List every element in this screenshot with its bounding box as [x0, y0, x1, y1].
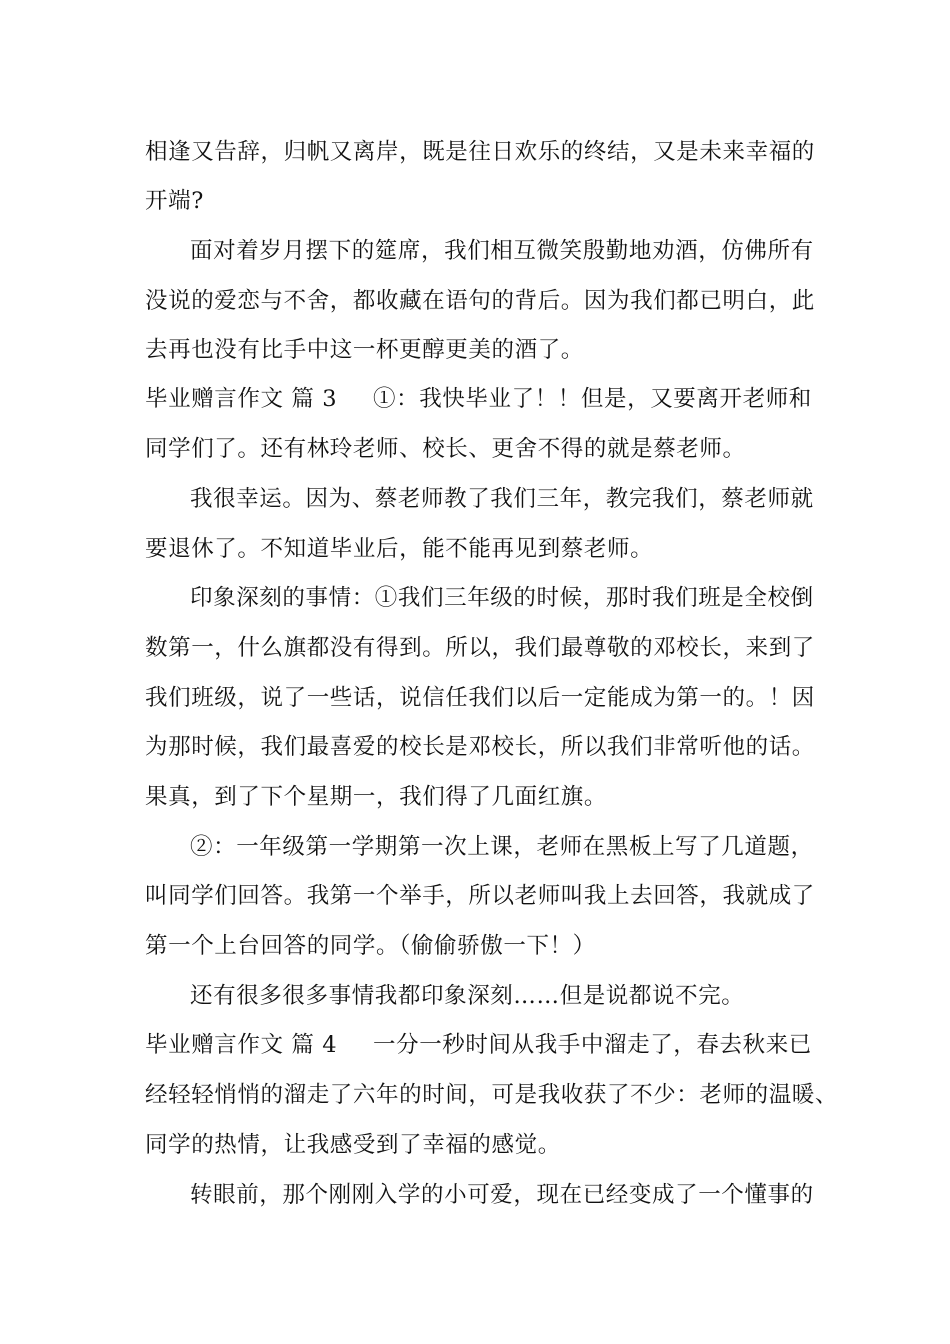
- paragraph-first-line: 转眼前，那个刚刚入学的小可爱，现在已经变成了一个懂事的: [190, 1182, 814, 1208]
- body-line: 果真，到了下个星期一，我们得了几面红旗。: [145, 784, 608, 810]
- body-line: 同学的热情，让我感受到了幸福的感觉。: [145, 1132, 561, 1158]
- paragraph-first-line: 印象深刻的事情：①我们三年级的时候，那时我们班是全校倒: [190, 585, 814, 611]
- body-line: 数第一，什么旗都没有得到。所以，我们最尊敬的邓校长，来到了: [145, 635, 815, 661]
- body-line: 第一个上台回答的同学。（偷偷骄傲一下！）: [145, 933, 596, 959]
- body-line: 叫同学们回答。我第一个举手，所以老师叫我上去回答，我就成了: [145, 883, 815, 909]
- paragraph-first-line: 面对着岁月摆下的筵席，我们相互微笑殷勤地劝酒，仿佛所有: [190, 238, 814, 264]
- section-heading-4: [145, 1030, 845, 1060]
- body-line: 去再也没有比手中这一杯更醇更美的酒了。: [145, 337, 584, 363]
- body-line: 同学们了。还有林玲老师、校长、更舍不得的就是蔡老师。: [145, 436, 746, 462]
- section-heading-3: [145, 384, 845, 414]
- body-line: 相逢又告辞，归帆又离岸，既是往日欢乐的终结，又是未来幸福的: [145, 139, 815, 165]
- body-line: 要退休了。不知道毕业后，能不能再见到蔡老师。: [145, 536, 654, 562]
- section-title: 毕业赠言作文 篇 4: [145, 1032, 338, 1058]
- section-text: 一分一秒时间从我手中溜走了，春去秋来已: [373, 1032, 812, 1058]
- paragraph-first-line: ②：一年级第一学期第一次上课，老师在黑板上写了几道题，: [190, 834, 814, 860]
- body-line: 没说的爱恋与不舍，都收藏在语句的背后。因为我们都已明白，此: [145, 288, 815, 314]
- body-line: 我们班级，说了一些话，说信任我们以后一定能成为第一的。！因: [145, 685, 815, 711]
- section-text: ①：我快毕业了！！但是，又要离开老师和: [373, 386, 812, 412]
- section-title: 毕业赠言作文 篇 3: [145, 386, 338, 412]
- paragraph-first-line: 还有很多很多事情我都印象深刻……但是说都说不完。: [190, 983, 745, 1009]
- body-line: 开端?: [145, 188, 204, 214]
- body-line: 经轻轻悄悄的溜走了六年的时间，可是我收获了不少：老师的温暖、: [145, 1082, 839, 1108]
- body-line: 为那时候，我们最喜爱的校长是邓校长，所以我们非常听他的话。: [145, 734, 815, 760]
- paragraph-first-line: 我很幸运。因为、蔡老师教了我们三年，教完我们，蔡老师就: [190, 486, 814, 512]
